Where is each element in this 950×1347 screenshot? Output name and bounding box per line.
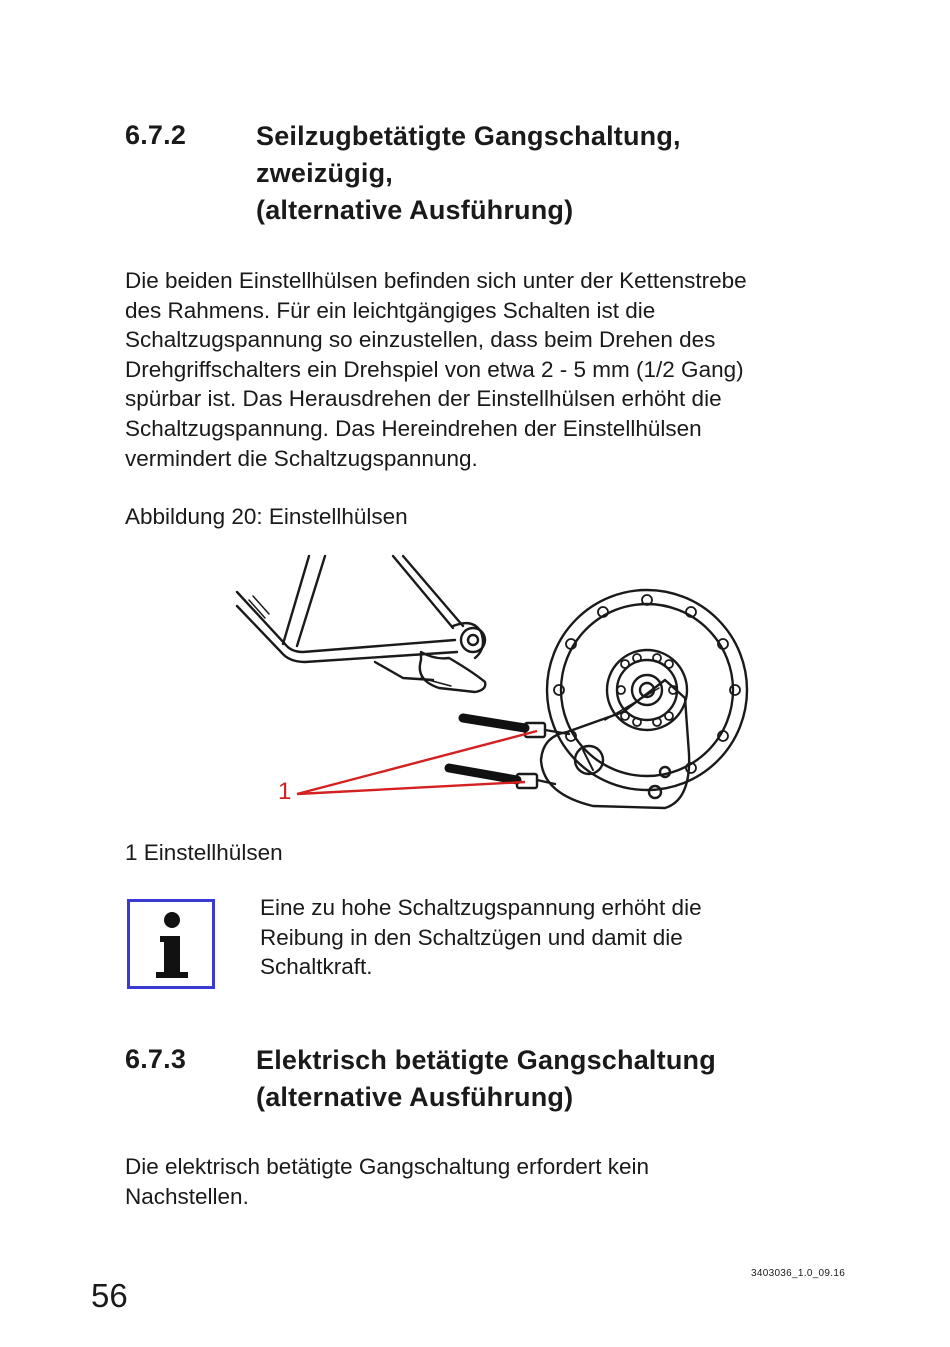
bike-frame-drawing [237, 556, 485, 692]
body-line: Die beiden Einstellhülsen befinden sich unter der Kettenstrebe [125, 268, 747, 293]
section-672-title-line: (alternative Ausführung) [256, 195, 574, 225]
figure-legend: 1 Einstellhülsen [125, 840, 283, 865]
body-line: Schaltzugspannung so einzustellen, dass beim Drehen des [125, 327, 716, 353]
section-672-body [125, 266, 747, 473]
info-note-line: Eine zu hohe Schaltzugspannung erhöht die [260, 895, 702, 920]
cable-housing-drawing [449, 718, 525, 780]
figure-caption: Abbildung 20: Einstellhülsen [125, 504, 408, 529]
callout-lines [297, 731, 537, 794]
section-672-title-line: Seilzugbetätigte Gangschaltung, [256, 121, 681, 151]
info-icon-glyph [130, 902, 212, 986]
info-note-text [260, 893, 702, 982]
section-673-title [256, 1042, 716, 1116]
info-note-line: Reibung in den Schaltzügen und damit die [260, 924, 683, 950]
body-line: Die elektrisch betätigte Gangschaltung erfordert kein [125, 1154, 650, 1179]
section-672-number: 6.7.2 [125, 120, 187, 150]
body-line: Schaltzugspannung. Das Hereindrehen der Einstellhülsen [125, 415, 702, 441]
hub-gear-drawing [547, 590, 747, 790]
adjusting-sleeve-drawing [517, 723, 569, 788]
figure-callout-number: 1 [278, 778, 292, 805]
info-icon [127, 899, 215, 989]
section-673-number: 6.7.3 [125, 1044, 187, 1074]
body-line: des Rahmens. Für ein leichtgängiges Schalten ist die [125, 297, 656, 323]
section-673-title-line: (alternative Ausführung) [256, 1082, 574, 1112]
section-673-body [125, 1152, 649, 1211]
section-672-title-line: zweizügig, [256, 158, 393, 188]
section-673-title-line: Elektrisch betätigte Gangschaltung [256, 1045, 716, 1075]
body-line: Nachstellen. [125, 1183, 249, 1209]
info-note-line: Schaltkraft. [260, 954, 373, 980]
figure-adjusting-sleeves-drawing [225, 548, 765, 838]
body-line: vermindert die Schaltzugspannung. [125, 445, 478, 471]
page-number: 56 [91, 1277, 128, 1314]
body-line: spürbar ist. Das Herausdrehen der Einstellhülsen erhöht die [125, 386, 722, 412]
section-672-title [256, 118, 681, 229]
body-line: Drehgriffschalters ein Drehspiel von etwa 2 - 5 mm (1/2 Gang) [125, 356, 744, 382]
document-code: 3403036_1.0_09.16 [751, 1268, 846, 1279]
